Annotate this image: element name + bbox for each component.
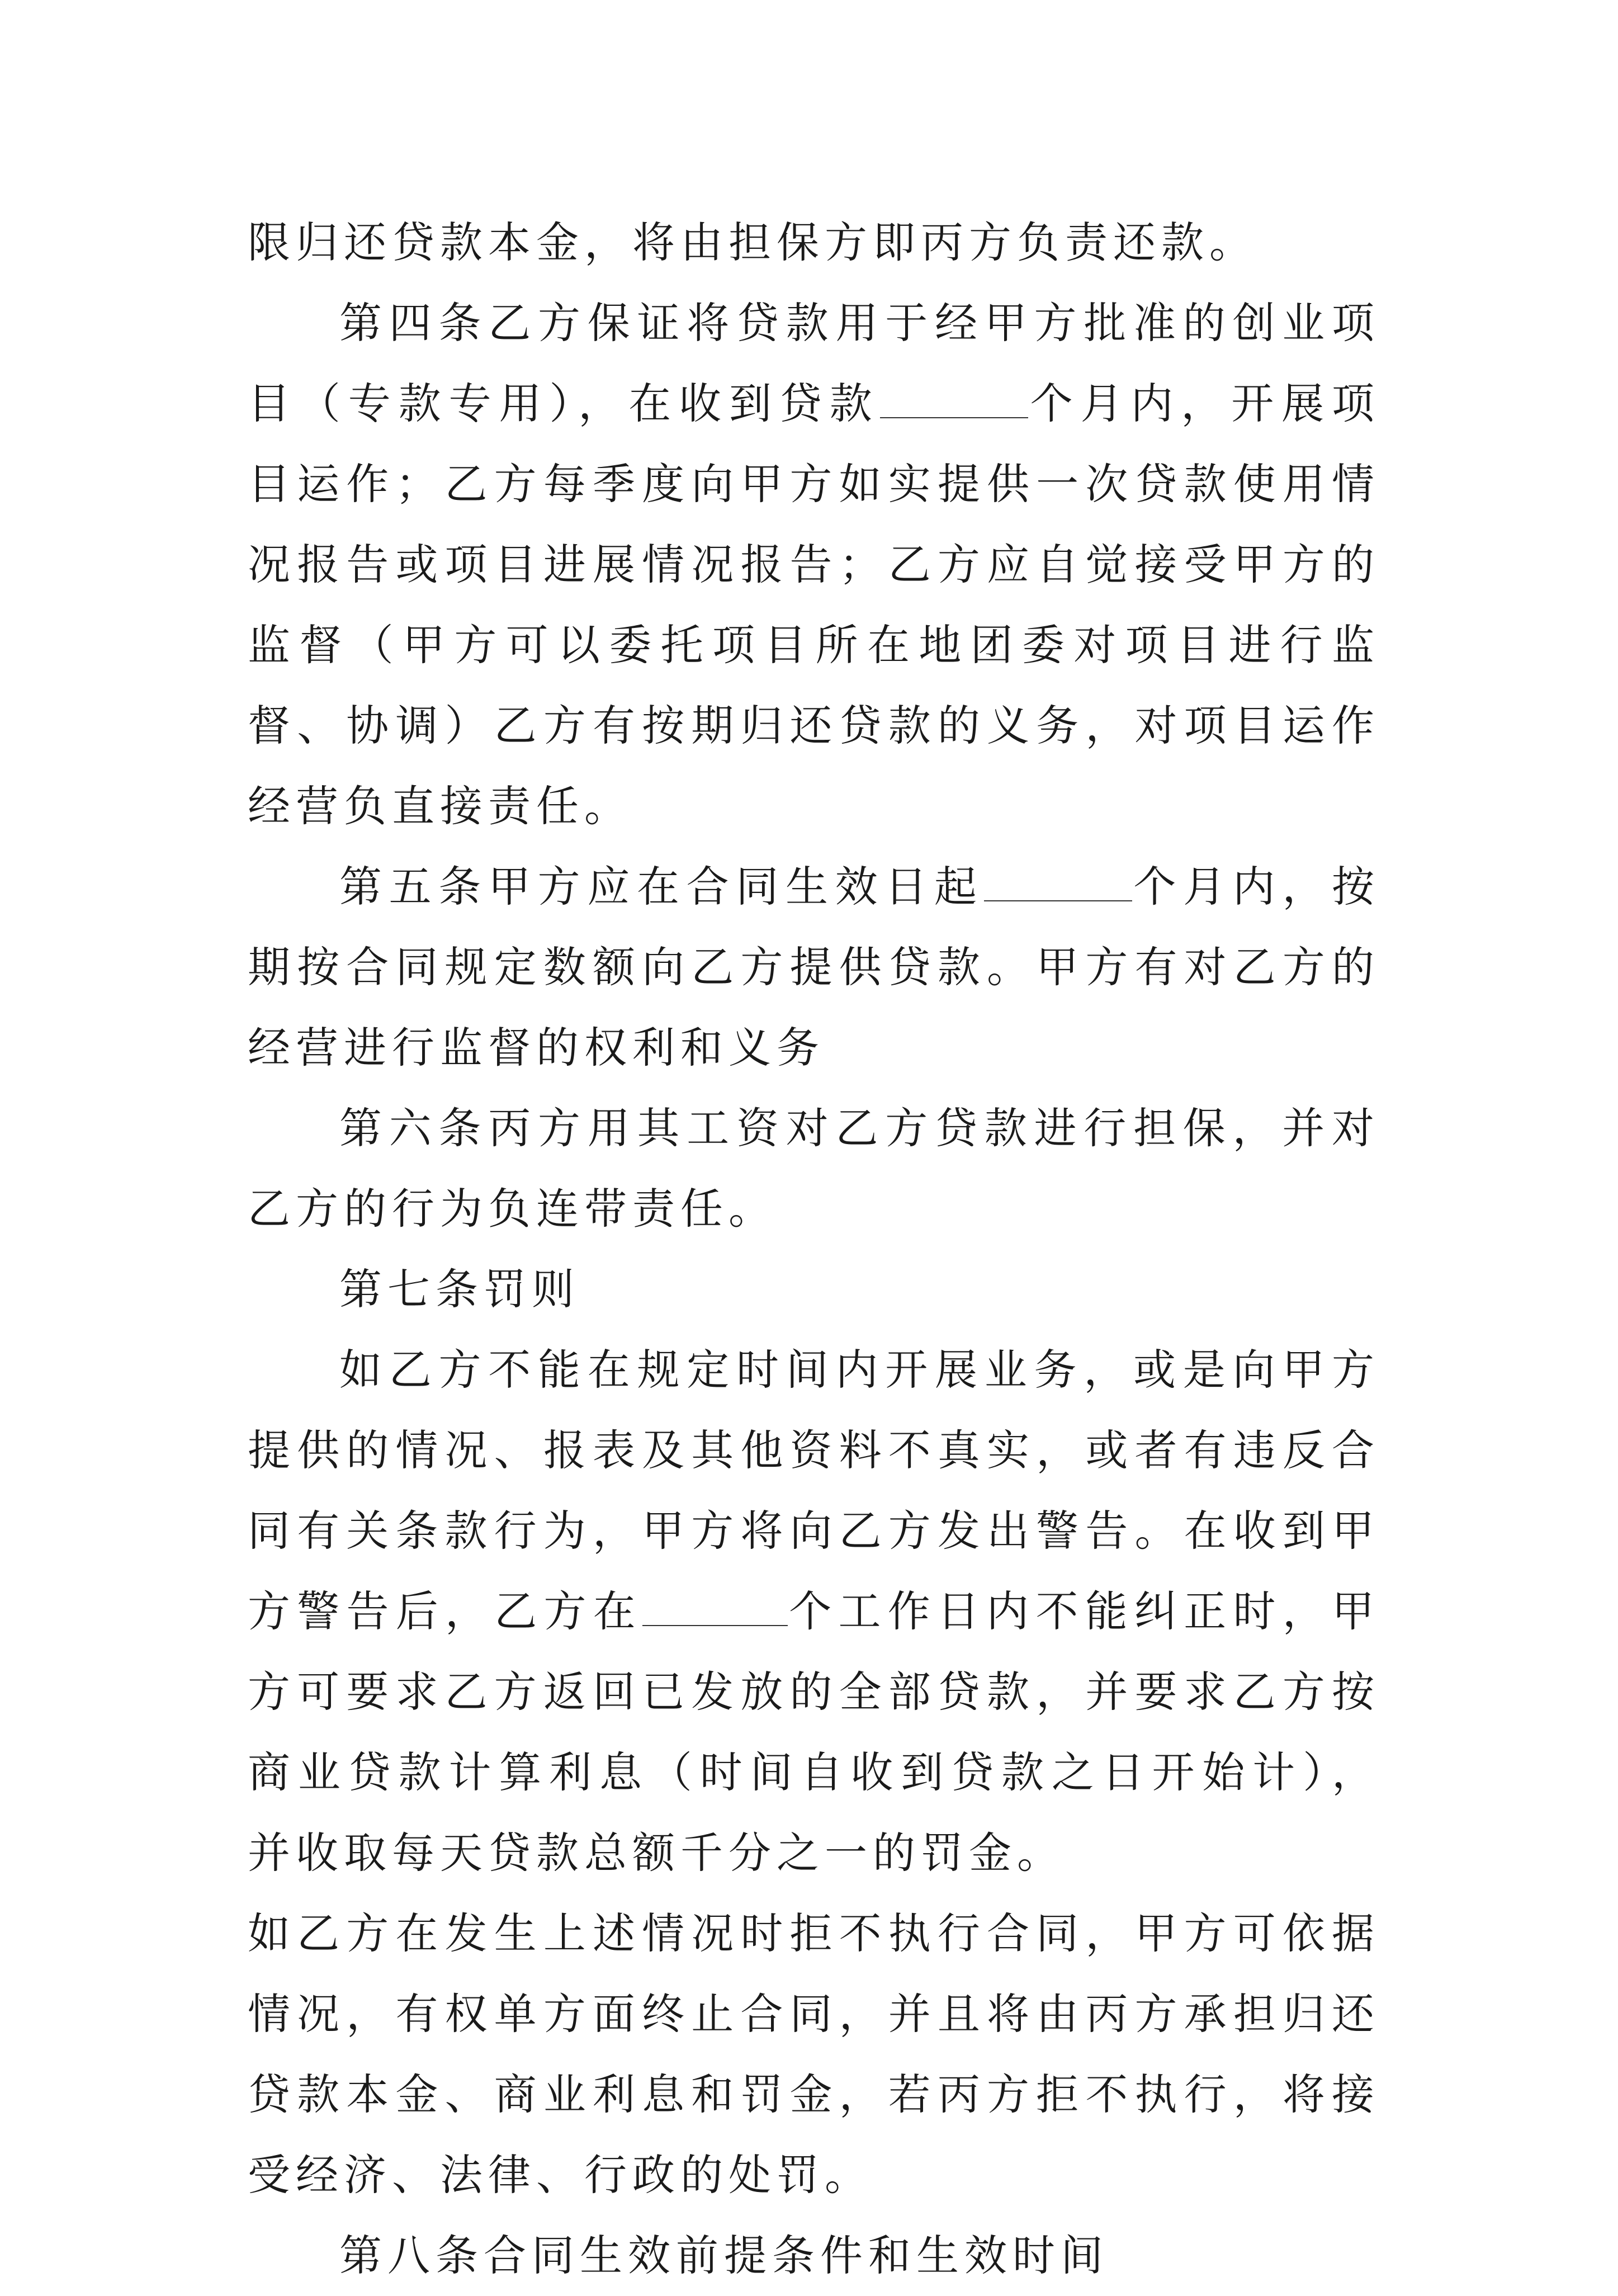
paragraph-article-6: 第六条丙方用其工资对乙方贷款进行担保，并对乙方的行为负连带责任。 — [248, 1103, 1380, 1234]
blank-field-workdays — [642, 1591, 788, 1626]
blank-field-months — [984, 867, 1132, 901]
blank-field-months — [880, 384, 1028, 418]
paragraph-repayment-guarantee: 限归还贷款本金，将由担保方即丙方负责还款。 — [248, 218, 1257, 267]
paragraph-termination-terms: 如乙方在发生上述情况时拒不执行合同，甲方可依据情况，有权单方面终止合同，并且将由丙方承担归还贷款本金、商业利息和罚金，若丙方拒不执行，将接受经济、法律、行政的处罚。 — [248, 1908, 1380, 2200]
paragraph-article-5: 第五条甲方应在合同生效日起 个月内，按期按合同规定数额向乙方提供贷款。甲方有对乙方的经营进行监督的权利和义务 — [248, 862, 1380, 1073]
paragraph-article-8-heading: 第八条合同生效前提条件和生效时间 — [339, 2231, 1109, 2280]
paragraph-article-4: 第四条乙方保证将贷款用于经甲方批准的创业项目（专款专用），在收到贷款 个月内，开展项目运作；乙方每季度向甲方如实提供一次贷款使用情况报告或项目进展情况报告；乙方应自觉接受甲方的监督（甲方可以委托项目所在地团委对项目进行监督、协调）乙方有按期归还贷款的义务，对项目运作经营负直接责任。 — [248, 298, 1380, 831]
paragraph-penalty-terms: 如乙方不能在规定时间内开展业务，或是向甲方提供的情况、报表及其他资料不真实，或者有违反合同有关条款行为，甲方将向乙方发出警告。在收到甲方警告后，乙方在 个工作日内不能纠正时，甲方可要求乙方返回已发放的全部贷款，并要求乙方按商业贷款计算利息（时间自收到贷款之日开始计），并收取每天贷款总额千分之一的罚金。 — [248, 1345, 1380, 1878]
paragraph-article-7-heading: 第七条罚则 — [339, 1264, 580, 1314]
document-body — [248, 202, 1380, 2296]
